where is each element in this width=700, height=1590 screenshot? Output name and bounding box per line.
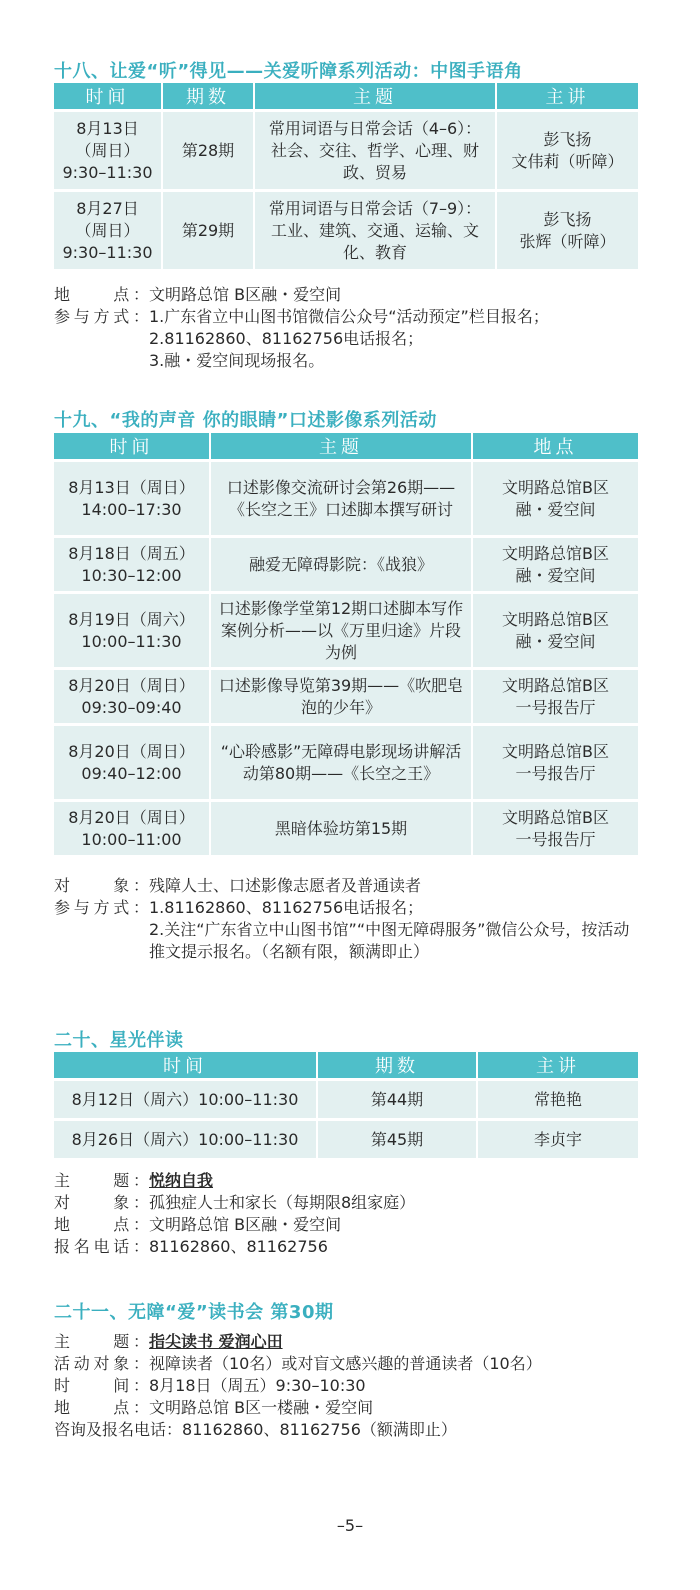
phone-label: 咨询及报名电话： — [54, 1420, 183, 1439]
weekday: （周日） — [75, 220, 140, 240]
place-value: 文明路总馆 B区融・爱空间 — [149, 1215, 342, 1234]
time-cell — [54, 591, 211, 667]
header-cell: 地点 — [473, 433, 638, 459]
table-row — [54, 799, 638, 855]
section-21-info — [54, 1331, 654, 1441]
period-cell: 第29期 — [163, 189, 255, 269]
location-cell — [473, 723, 638, 799]
table-row — [54, 667, 638, 723]
date: 8月13日（周日） — [68, 477, 195, 497]
table-row — [54, 1118, 638, 1158]
location: 文明路总馆B区 — [502, 477, 609, 497]
header-cell: 期数 — [318, 1052, 478, 1078]
target-label: 活动对象： — [54, 1354, 149, 1373]
topic-cell: “心聆感影”无障碍电影现场讲解活动第80期——《长空之王》 — [211, 723, 473, 799]
section-20-info — [54, 1170, 638, 1258]
location: 一号报告厅 — [515, 829, 596, 849]
time-cell: 8月26日（周六）10:00–11:30 — [54, 1118, 318, 1158]
time-cell — [54, 459, 211, 535]
section-20-title: 二十、星光伴读 — [54, 1030, 184, 1051]
section-18-title: 十八、让爱“听”得见——关爱听障系列活动：中图手语角 — [54, 61, 523, 82]
time-cell — [54, 535, 211, 591]
time: 09:40–12:00 — [81, 763, 182, 783]
theme-value: 悦纳自我 — [149, 1171, 214, 1190]
time: 09:30–09:40 — [81, 697, 182, 717]
target-label: 对 象： — [54, 876, 149, 895]
time-cell — [54, 723, 211, 799]
theme-label: 主 题： — [54, 1332, 149, 1351]
target-value: 孤独症人士和家长（每期限8组家庭） — [149, 1193, 416, 1212]
schedule-table-18 — [54, 83, 638, 269]
header-cell: 时间 — [54, 433, 211, 459]
table-row — [54, 109, 638, 189]
location: 一号报告厅 — [515, 763, 596, 783]
period-cell: 第44期 — [318, 1078, 478, 1118]
time-cell — [54, 667, 211, 723]
join-item: 2.81162860、81162756电话报名； — [149, 329, 424, 348]
table-row — [54, 459, 638, 535]
table-row — [54, 723, 638, 799]
speaker: 彭飞扬 — [543, 129, 592, 149]
time-label: 时 间： — [54, 1376, 149, 1395]
target-value: 残障人士、口述影像志愿者及普通读者 — [149, 876, 422, 895]
join-item: 3.融・爱空间现场报名。 — [149, 351, 325, 370]
period-cell: 第45期 — [318, 1118, 478, 1158]
section-21-title: 二十一、无障“爱”读书会 第30期 — [54, 1302, 334, 1323]
phone-value: 81162860、81162756 — [149, 1237, 328, 1256]
section-19-title: 十九、“我的声音 你的眼睛”口述影像系列活动 — [54, 410, 437, 431]
time: 9:30–11:30 — [62, 162, 153, 182]
topic-cell: 黑暗体验坊第15期 — [211, 799, 473, 855]
date: 8月20日（周日） — [68, 675, 195, 695]
time-cell: 8月12日（周六）10:00–11:30 — [54, 1078, 318, 1118]
table-row — [54, 591, 638, 667]
location-cell — [473, 459, 638, 535]
place-label: 地 点： — [54, 1398, 149, 1417]
schedule-table-19 — [54, 433, 638, 855]
place-label: 地 点： — [54, 285, 149, 304]
section-18-info — [54, 284, 638, 372]
join-label: 参与方式： — [54, 307, 149, 326]
speaker: 文伟莉（听障） — [511, 151, 624, 171]
target-label: 对 象： — [54, 1193, 149, 1212]
join-item: 1.广东省立中山图书馆微信公众号“活动预定”栏目报名； — [149, 307, 549, 326]
date: 8月18日（周五） — [68, 543, 195, 563]
time-value: 8月18日（周五）9:30–10:30 — [149, 1376, 366, 1395]
theme-value: 指尖读书 爱润心田 — [149, 1332, 283, 1351]
join-label: 参与方式： — [54, 898, 149, 917]
topic-cell: 常用词语与日常会话（7–9）：工业、建筑、交通、运输、文化、教育 — [255, 189, 497, 269]
time-cell — [54, 799, 211, 855]
location: 融・爱空间 — [515, 565, 596, 585]
location: 融・爱空间 — [515, 499, 596, 519]
time: 10:00–11:00 — [81, 829, 182, 849]
table-row — [54, 189, 638, 269]
location: 文明路总馆B区 — [502, 741, 609, 761]
header-cell: 时间 — [54, 83, 163, 109]
time-cell — [54, 109, 163, 189]
period-cell: 第28期 — [163, 109, 255, 189]
speaker-cell: 李贞宇 — [478, 1118, 638, 1158]
header-cell: 时间 — [54, 1052, 318, 1078]
date: 8月13日 — [76, 118, 139, 138]
place-label: 地 点： — [54, 1215, 149, 1234]
topic-cell: 口述影像交流研讨会第26期——《长空之王》口述脚本撰写研讨 — [211, 459, 473, 535]
header-cell: 主讲 — [497, 83, 638, 109]
speaker-cell — [497, 109, 638, 189]
phone-label: 报名电话： — [54, 1237, 149, 1256]
location: 一号报告厅 — [515, 697, 596, 717]
topic-cell: 常用词语与日常会话（4–6）：社会、交往、哲学、心理、财政、贸易 — [255, 109, 497, 189]
location: 文明路总馆B区 — [502, 543, 609, 563]
date: 8月20日（周日） — [68, 741, 195, 761]
location-cell — [473, 591, 638, 667]
place-value: 文明路总馆 B区一楼融・爱空间 — [149, 1398, 374, 1417]
speaker: 彭飞扬 — [543, 209, 592, 229]
time-cell — [54, 189, 163, 269]
speaker-cell — [497, 189, 638, 269]
time: 14:00–17:30 — [81, 499, 182, 519]
table-header-row — [54, 433, 638, 459]
topic-cell: 口述影像导览第39期——《吹肥皂泡的少年》 — [211, 667, 473, 723]
place-value: 文明路总馆 B区融・爱空间 — [149, 285, 342, 304]
theme-label: 主 题： — [54, 1171, 149, 1190]
date: 8月20日（周日） — [68, 807, 195, 827]
location: 融・爱空间 — [515, 631, 596, 651]
location-cell — [473, 667, 638, 723]
page-number: –5– — [336, 1516, 364, 1535]
location-cell — [473, 535, 638, 591]
section-19-info — [54, 875, 638, 963]
location: 文明路总馆B区 — [502, 675, 609, 695]
schedule-table-20 — [54, 1052, 638, 1158]
table-row — [54, 1078, 638, 1118]
time: 10:00–11:30 — [81, 631, 182, 651]
join-item: 1.81162860、81162756电话报名； — [149, 898, 424, 917]
topic-cell: 口述影像学堂第12期口述脚本写作案例分析——以《万里归途》片段为例 — [211, 591, 473, 667]
table-header-row — [54, 1052, 638, 1078]
header-cell: 主讲 — [478, 1052, 638, 1078]
header-cell: 主题 — [211, 433, 473, 459]
date: 8月27日 — [76, 198, 139, 218]
speaker-cell: 常艳艳 — [478, 1078, 638, 1118]
location: 文明路总馆B区 — [502, 609, 609, 629]
topic-cell: 融爱无障碍影院：《战狼》 — [211, 535, 473, 591]
table-header-row — [54, 83, 638, 109]
location: 文明路总馆B区 — [502, 807, 609, 827]
join-item: 2.关注“广东省立中山图书馆”“中图无障碍服务”微信公众号，按活动推文提示报名。（名额有限，额满即止） — [149, 920, 630, 961]
location-cell — [473, 799, 638, 855]
target-value: 视障读者（10名）或对盲文感兴趣的普通读者（10名） — [149, 1354, 542, 1373]
header-cell: 期数 — [163, 83, 255, 109]
speaker: 张辉（听障） — [519, 231, 616, 251]
header-cell: 主题 — [255, 83, 497, 109]
date: 8月19日（周六） — [68, 609, 195, 629]
time: 10:30–12:00 — [81, 565, 182, 585]
weekday: （周日） — [75, 140, 140, 160]
table-row — [54, 535, 638, 591]
time: 9:30–11:30 — [62, 242, 153, 262]
phone-value: 81162860、81162756（额满即止） — [182, 1420, 457, 1439]
